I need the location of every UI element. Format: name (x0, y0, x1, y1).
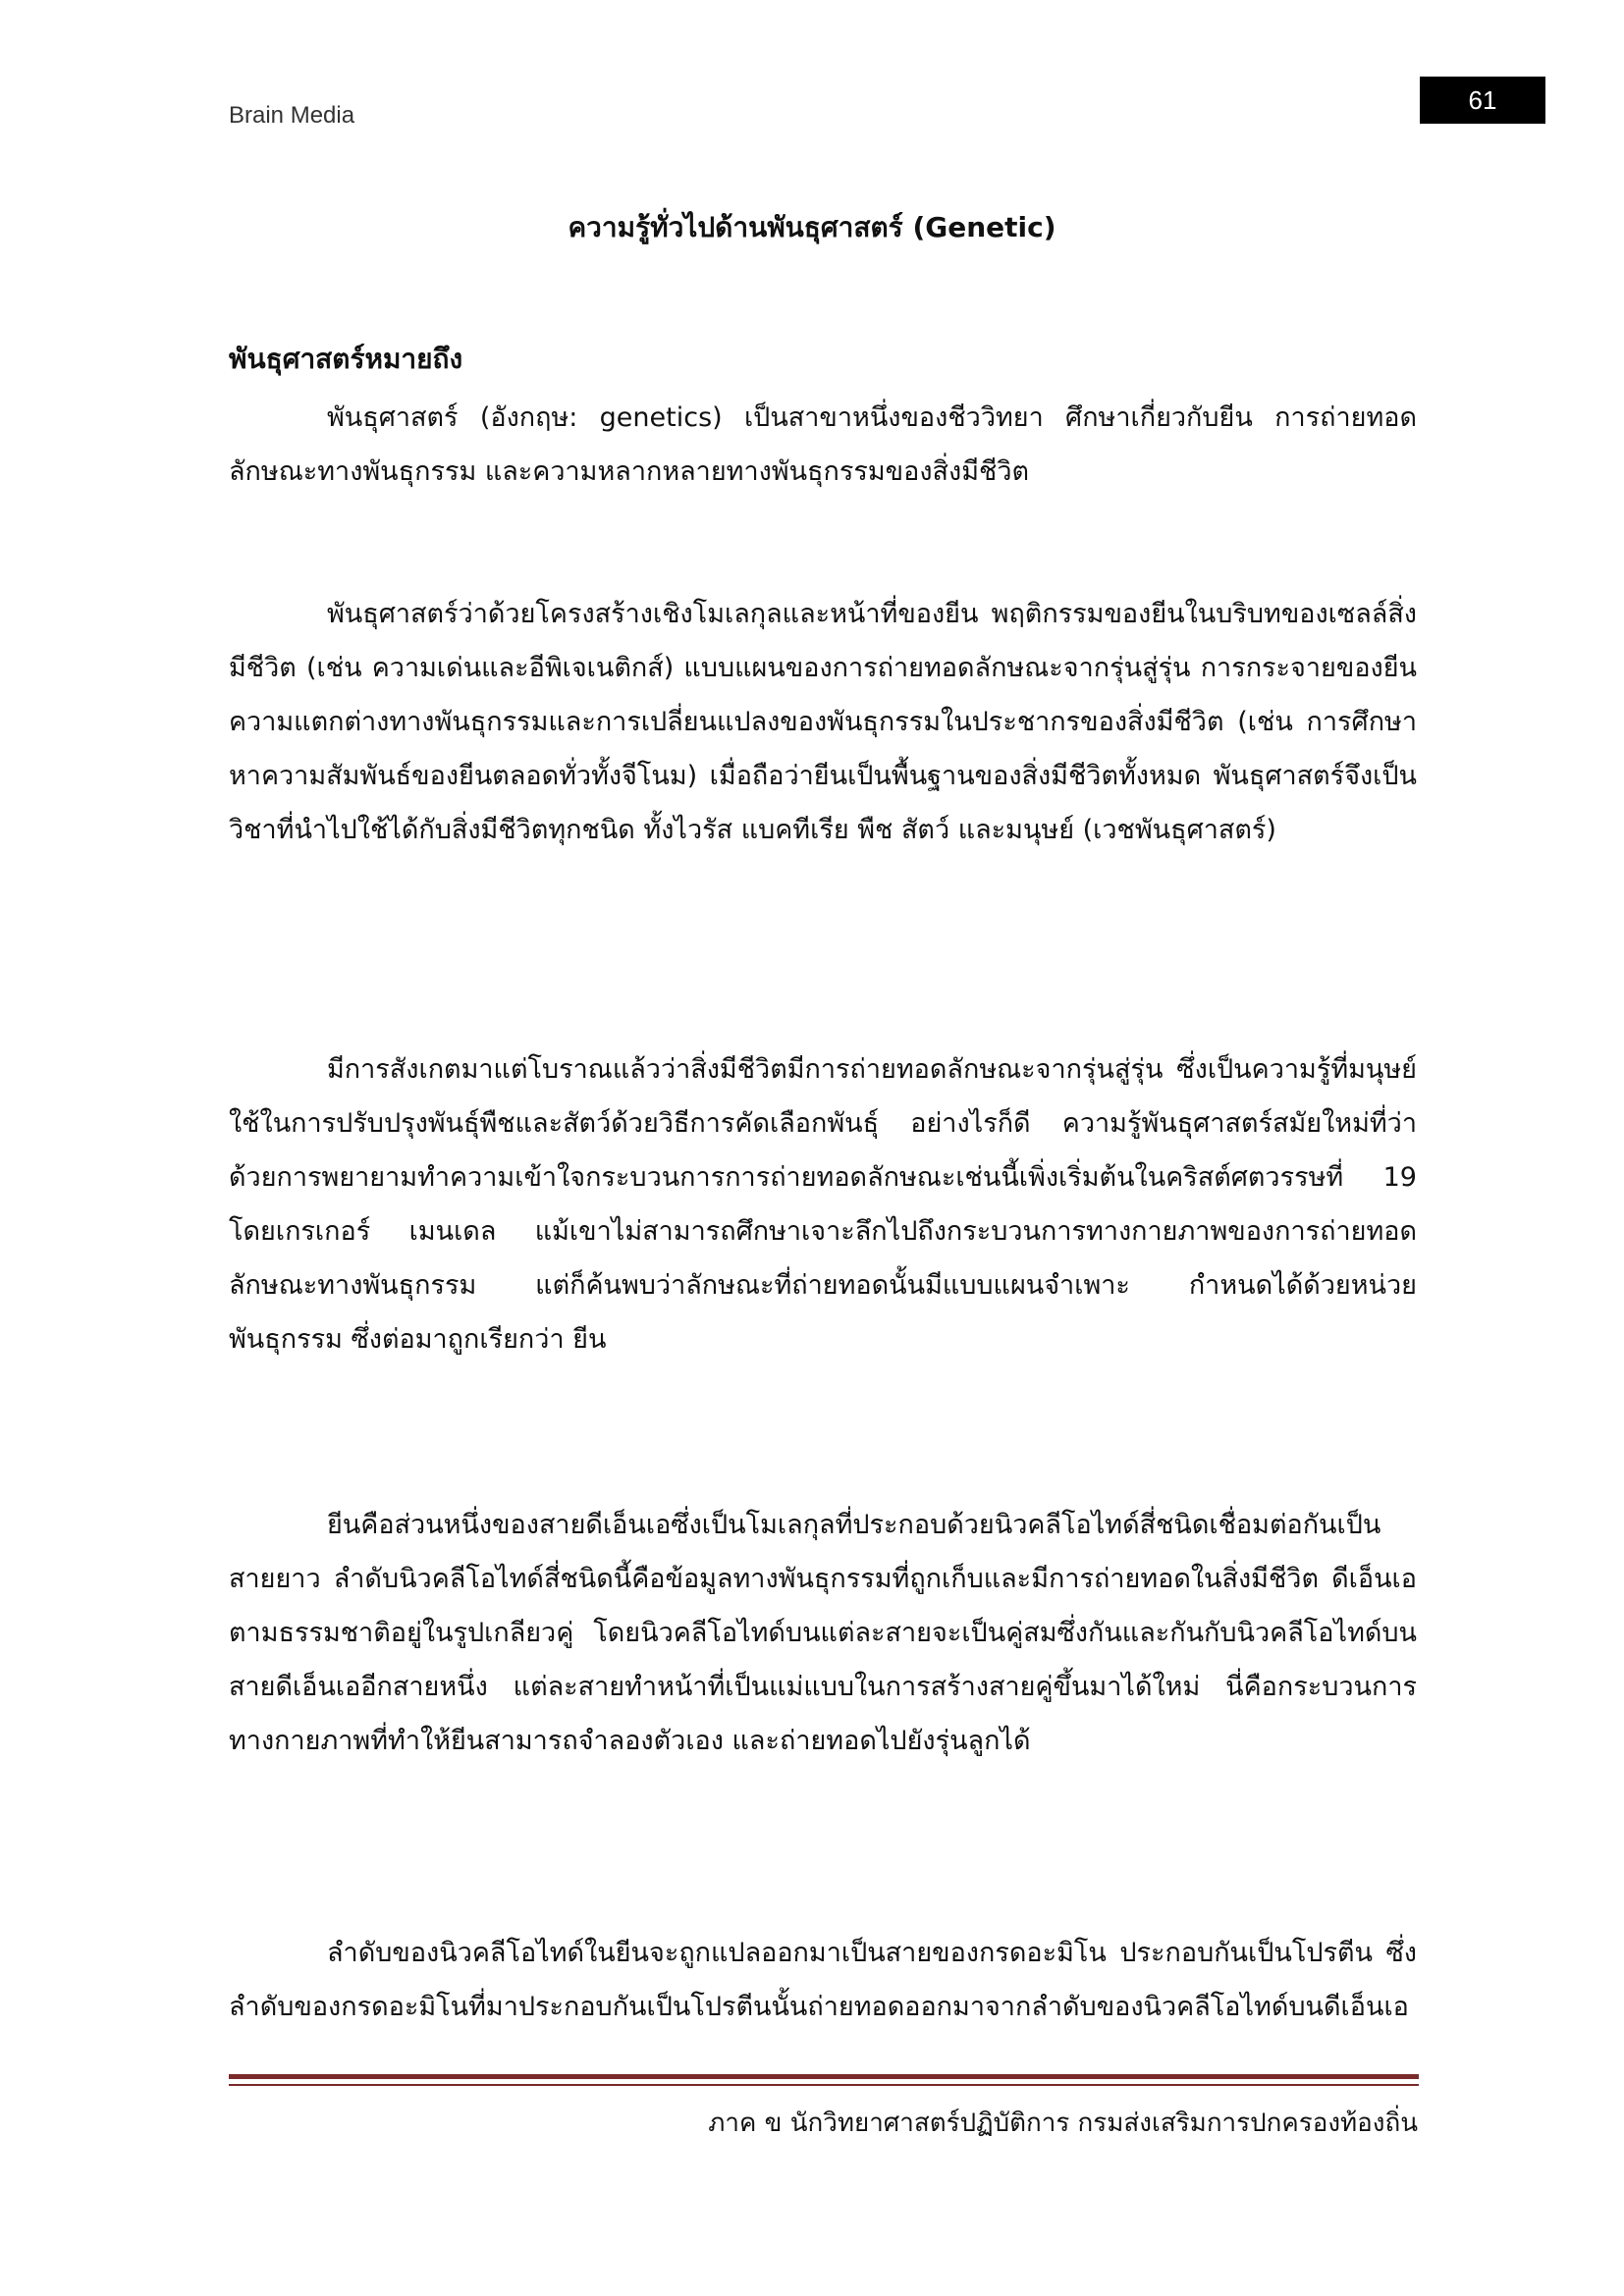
paragraph-text: ลำดับของนิวคลีโอไทด์ในยีนจะถูกแปลออกมาเป็นสายของกรดอะมิโน ประกอบกันเป็นโปรตีน ซึ่งลำดับของกรดอะมิโนที่มาประกอบกันเป็นโปรตีนนั้นถ่ายทอดออกมาจากลำดับของนิวคลีโอไทด์บนดีเอ็นเอ (229, 1938, 1417, 2022)
paragraph-4 (229, 1498, 1417, 1768)
paragraph-text: ยีนคือส่วนหนึ่งของสายดีเอ็นเอซึ่งเป็นโมเลกุลที่ประกอบด้วยนิวคลีโอไทด์สี่ชนิดเชื่อมต่อกันเป็นสายยาว ลำดับนิวคลีโอไทด์สี่ชนิดนี้คือข้อมูลทางพันธุกรรมที่ถูกเก็บและมีการถ่ายทอดในสิ่งมีชีวิต ดีเอ็นเอตามธรรมชาติอยู่ในรูปเกลียวคู่ โดยนิวคลีโอไทด์บนแต่ละสายจะเป็นคู่สมซึ่งกันและกันกับนิวคลีโอไทด์บนสายดีเอ็นเออีกสายหนึ่ง แต่ละสายทำหน้าที่เป็นแม่แบบในการสร้างสายคู่ขึ้นมาได้ใหม่ นี่คือกระบวนการทางกายภาพที่ทำให้ยีนสามารถจำลองตัวเอง และถ่ายทอดไปยังรุ่นลูกได้ (229, 1510, 1417, 1756)
footer-divider (229, 2074, 1419, 2079)
footer-divider-thin (229, 2084, 1419, 2086)
paragraph-5 (229, 1926, 1417, 2034)
paragraph-3 (229, 1042, 1417, 1366)
page-title: ความรู้ทั่วไปด้านพันธุศาสตร์ (Genetic) (568, 211, 1056, 243)
paragraph-2 (229, 587, 1417, 857)
footer-text: ภาค ข นักวิทยาศาสตร์ปฏิบัติการ กรมส่งเสริมการปกครองท้องถิ่น (708, 2109, 1418, 2138)
paragraph-text: พันธุศาสตร์ว่าด้วยโครงสร้างเชิงโมเลกุลและหน้าที่ของยีน พฤติกรรมของยีนในบริบทของเซลล์สิ่งมีชีวิต (เช่น ความเด่นและอีพิเจเนติกส์) แบบแผนของการถ่ายทอดลักษณะจากรุ่นสู่รุ่น การกระจายของยีน ความแตกต่างทางพันธุกรรมและการเปลี่ยนแปลงของพันธุกรรมในประชากรของสิ่งมีชีวิต (เช่น การศึกษาหาความสัมพันธ์ของยีนตลอดทั่วทั้งจีโนม) เมื่อถือว่ายีนเป็นพื้นฐานของสิ่งมีชีวิตทั้งหมด พันธุศาสตร์จึงเป็นวิชาที่นำไปใช้ได้กับสิ่งมีชีวิตทุกชนิด ทั้งไวรัส แบคทีเรีย พืช สัตว์ และมนุษย์ (เวชพันธุศาสตร์) (229, 599, 1417, 845)
paragraph-text: มีการสังเกตมาแต่โบราณแล้วว่าสิ่งมีชีวิตมีการถ่ายทอดลักษณะจากรุ่นสู่รุ่น ซึ่งเป็นความรู้ที่มนุษย์ใช้ในการปรับปรุงพันธุ์พืชและสัตว์ด้วยวิธีการคัดเลือกพันธุ์ อย่างไรก็ดี ความรู้พันธุศาสตร์สมัยใหม่ที่ว่าด้วยการพยายามทำความเข้าใจกระบวนการการถ่ายทอดลักษณะเช่นนี้เพิ่งเริ่มต้นในคริสต์ศตวรรษที่ 19 โดยเกรเกอร์ เมนเดล แม้เขาไม่สามารถศึกษาเจาะลึกไปถึงกระบวนการทางกายภาพของการถ่ายทอดลักษณะทางพันธุกรรม แต่ก็ค้นพบว่าลักษณะที่ถ่ายทอดนั้นมีแบบแผนจำเพาะ กำหนดได้ด้วยหน่วยพันธุกรรม ซึ่งต่อมาถูกเรียกว่า ยีน (229, 1054, 1417, 1355)
section-heading: พันธุศาสตร์หมายถึง (229, 343, 463, 375)
paragraph-text: พันธุศาสตร์ (อังกฤษ: genetics) เป็นสาขาหนึ่งของชีววิทยา ศึกษาเกี่ยวกับยีน การถ่ายทอดลักษณะทางพันธุกรรม และความหลากหลายทางพันธุกรรมของสิ่งมีชีวิต (229, 402, 1417, 487)
page-number: 61 (1420, 77, 1545, 124)
paragraph-1 (229, 391, 1417, 499)
publisher-name: Brain Media (229, 102, 355, 129)
